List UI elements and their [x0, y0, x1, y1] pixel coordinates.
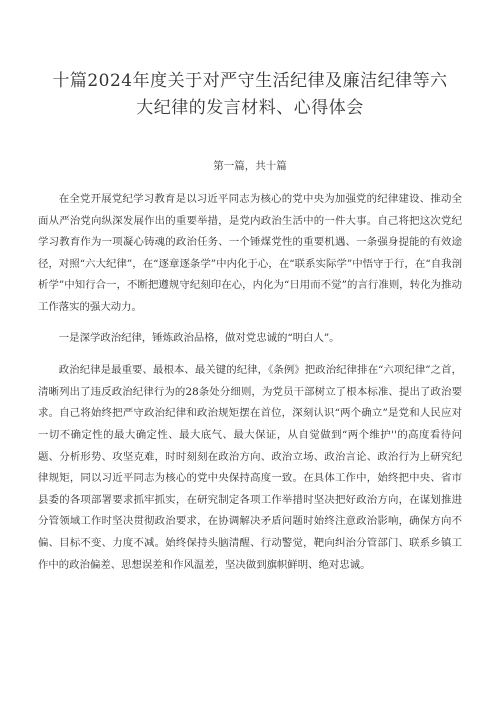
paragraph-political-discipline: 政治纪律是最重要、最根本、最关键的纪律，《条例》把政治纪律排在“六项纪律”之首，清晰列出了违反政治纪律行为的28条处分细则，为党员干部树立了根本标准、提出了政治要求。自己将始终把严守政治纪律和政治规矩摆在首位，深刻认识“两个确立”是党和人民应对一切不确定性的最大确定性、最大底气、最大保证，从自觉做到“两个维护''的高度看待问题、分析形势、攻坚克难，时时刻刻在政治方向、政治立场、政治言论、政治行为上研究纪律规矩，同以习近平同志为核心的党中央保持高度一致。在具体工作中，始终把中央、省市县委的各项部署要求抓牢抓实，在研究制定各项工作举措时坚决把好政治方向，在谋划推进分管领域工作时坚决贯彻政治要求，在协调解决矛盾问题时始终注意政治影响，确保方向不偏、目标不变、力度不减。始终保持头脑清醒、行动警觉，靶向纠治分管部门、联系乡镇工作中的政治偏差、思想误差和作风温差，坚决做到旗帜鲜明、绝对忠诚。: [38, 364, 462, 571]
paragraph-heading-political-discipline: 一是深学政治纪律，锤炼政治品格，做对党忠诚的“明白人”。: [58, 331, 340, 344]
document-body: [38, 189, 462, 576]
title-line-1: 十篇2024年度关于对严守生活纪律及廉洁纪律等六: [52, 71, 448, 91]
title-line-2: 大纪律的发言材料、心得体会: [136, 98, 364, 118]
document-title: [30, 68, 470, 122]
paragraph-intro: 在全党开展党纪学习教育是以习近平同志为核心的党中央为加强党的纪律建设、推动全面从严治党向纵深发展作出的重要举措，是党内政治生活中的一件大事。自己将把这次党纪学习教育作为一项凝心铸魂的政治任务、一个锤煤党性的重要机遇、一条强身提能的有效途径，对照“六大纪律”，在“逐章逐条学”中内化于心，在“联系实际学”中悟守于行，在“自我剖析学”中知行合一，不断把遵规守纪刻印在心，内化为“日用而不觉”的言行准则，转化为推动工作落实的强大动力。: [38, 193, 462, 313]
document-subtitle: 第一篇，共十篇: [213, 160, 287, 172]
